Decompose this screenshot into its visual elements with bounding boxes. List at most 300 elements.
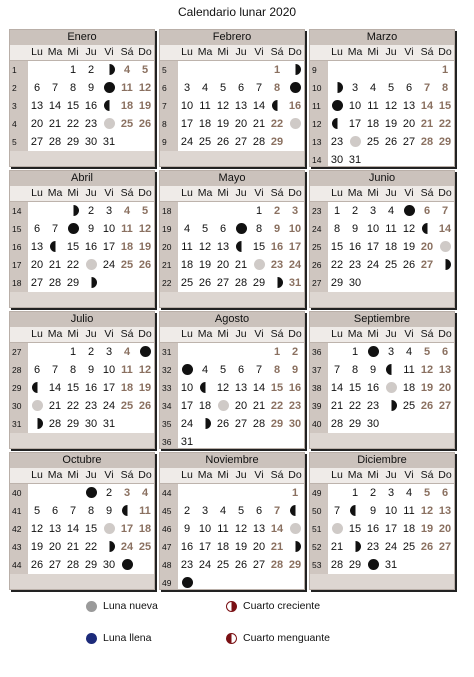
day-cell: 26	[214, 133, 232, 151]
day-cell: 7	[46, 361, 64, 379]
day-cell: 11	[382, 220, 400, 238]
weekday-label: Sá	[420, 46, 434, 58]
month-name: Abril	[10, 171, 154, 186]
week-row	[160, 556, 304, 574]
day-cell: 29	[268, 415, 286, 433]
day-cell: 27	[400, 133, 418, 151]
empty-day	[46, 61, 64, 79]
day-cell: 9	[268, 220, 286, 238]
moon-new-icon	[386, 382, 397, 393]
week-number: 19	[160, 220, 178, 238]
week-number: 36	[160, 433, 178, 449]
day-cell: 4	[382, 202, 400, 220]
empty-day	[268, 574, 286, 590]
weekday-label: Mi	[217, 469, 229, 481]
day-cell: 29	[346, 415, 364, 433]
week-number: 34	[160, 397, 178, 415]
day-cell: 2	[82, 61, 100, 79]
moon-first-icon	[268, 274, 286, 292]
moon-new-icon	[86, 601, 97, 612]
week-number: 4	[10, 115, 28, 133]
day-cell: 28	[64, 556, 82, 574]
day-cell: 31	[286, 274, 304, 292]
moon-new-icon	[86, 259, 97, 270]
weekday-label: Do	[138, 469, 152, 481]
moon-last-icon	[346, 502, 364, 520]
weekday-label: Lu	[331, 328, 343, 340]
week-number: 14	[10, 202, 28, 220]
weekday-label: Sá	[120, 328, 134, 340]
day-cell: 21	[232, 256, 250, 274]
day-cell: 18	[196, 115, 214, 133]
day-cell: 3	[196, 502, 214, 520]
day-cell: 6	[436, 484, 454, 502]
moon-last-icon	[236, 241, 247, 252]
day-cell: 5	[214, 79, 232, 97]
day-cell: 22	[64, 397, 82, 415]
day-cell: 18	[196, 397, 214, 415]
weekday-label: Ma	[347, 46, 363, 58]
weekday-label: Sá	[120, 46, 134, 58]
moon-new-icon	[290, 118, 301, 129]
empty-day	[382, 151, 400, 167]
weekday-label: Mi	[67, 328, 79, 340]
weekday-label: Vi	[104, 328, 114, 340]
day-cell: 25	[382, 256, 400, 274]
week-row	[10, 79, 154, 97]
day-cell: 14	[268, 520, 286, 538]
day-cell: 10	[346, 97, 364, 115]
day-cell: 16	[346, 238, 364, 256]
moon-new-icon	[104, 118, 115, 129]
week-row	[160, 97, 304, 115]
day-cell: 11	[400, 361, 418, 379]
week-number: 30	[10, 397, 28, 415]
day-cell: 9	[100, 502, 118, 520]
moon-full-icon	[82, 484, 100, 502]
weekday-label: Ma	[347, 328, 363, 340]
moon-full-icon	[68, 223, 79, 234]
moon-new-icon	[328, 520, 346, 538]
day-cell: 26	[418, 397, 436, 415]
moon-full-icon	[368, 346, 379, 357]
day-cell: 29	[346, 556, 364, 574]
month-name: Octubre	[10, 453, 154, 468]
weekday-label: Ju	[235, 187, 247, 199]
week-row	[10, 220, 154, 238]
week-row	[10, 202, 154, 220]
moon-first-icon	[28, 415, 46, 433]
moon-new-icon	[286, 115, 304, 133]
month-febrero	[159, 29, 305, 167]
empty-day	[400, 274, 418, 292]
day-cell: 23	[82, 397, 100, 415]
day-cell: 12	[214, 379, 232, 397]
week-row	[310, 61, 454, 79]
week-row	[10, 397, 154, 415]
empty-day	[232, 484, 250, 502]
moon-last-icon	[200, 382, 211, 393]
empty-day	[196, 574, 214, 590]
day-cell: 22	[268, 115, 286, 133]
day-cell: 4	[178, 220, 196, 238]
week-row	[310, 79, 454, 97]
day-cell: 19	[418, 379, 436, 397]
week-row	[10, 484, 154, 502]
moon-full-icon	[136, 343, 154, 361]
empty-day	[136, 133, 154, 151]
weekday-label: Lu	[31, 469, 43, 481]
empty-day	[232, 202, 250, 220]
day-cell: 29	[286, 556, 304, 574]
empty-day	[214, 574, 232, 590]
weekday-header	[310, 327, 454, 343]
week-number: 32	[160, 361, 178, 379]
day-cell: 13	[232, 97, 250, 115]
week-number: 18	[160, 202, 178, 220]
day-cell: 21	[328, 397, 346, 415]
day-cell: 12	[136, 220, 154, 238]
day-cell: 28	[268, 556, 286, 574]
day-cell: 20	[418, 238, 436, 256]
weekday-label: Mi	[217, 187, 229, 199]
empty-day	[232, 574, 250, 590]
week-row	[310, 133, 454, 151]
day-cell: 15	[250, 238, 268, 256]
day-cell: 12	[28, 520, 46, 538]
weekday-spacer	[310, 327, 328, 342]
weekday-label: Do	[438, 46, 452, 58]
day-cell: 17	[100, 238, 118, 256]
month-name: Agosto	[160, 312, 304, 327]
moon-last-icon	[118, 502, 136, 520]
day-cell: 9	[82, 361, 100, 379]
day-cell: 4	[214, 502, 232, 520]
day-cell: 28	[418, 133, 436, 151]
day-cell: 12	[382, 97, 400, 115]
empty-day	[118, 133, 136, 151]
day-cell: 21	[328, 538, 346, 556]
day-cell: 12	[232, 520, 250, 538]
day-cell: 25	[178, 274, 196, 292]
day-cell: 7	[418, 79, 436, 97]
moon-full-icon	[178, 574, 196, 590]
day-cell: 20	[214, 256, 232, 274]
month-julio	[9, 311, 155, 449]
day-cell: 27	[28, 274, 46, 292]
moon-full-icon	[364, 556, 382, 574]
day-cell: 1	[268, 61, 286, 79]
day-cell: 7	[328, 502, 346, 520]
empty-day	[136, 556, 154, 574]
weekday-label: Sá	[270, 187, 284, 199]
moon-full-icon	[86, 633, 97, 644]
day-cell: 11	[118, 79, 136, 97]
empty-day	[436, 415, 454, 433]
empty-day	[118, 274, 136, 292]
empty-day	[178, 484, 196, 502]
week-number: 35	[160, 415, 178, 433]
day-cell: 10	[178, 379, 196, 397]
day-cell: 1	[346, 343, 364, 361]
moon-first-icon	[272, 277, 283, 288]
week-row	[10, 343, 154, 361]
day-cell: 21	[46, 115, 64, 133]
week-number: 11	[310, 97, 328, 115]
day-cell: 6	[28, 220, 46, 238]
month-name: Julio	[10, 312, 154, 327]
month-name: Diciembre	[310, 453, 454, 468]
day-cell: 17	[286, 238, 304, 256]
weekday-header	[10, 327, 154, 343]
day-cell: 10	[196, 520, 214, 538]
day-cell: 19	[418, 520, 436, 538]
week-number: 9	[160, 133, 178, 151]
week-row	[310, 97, 454, 115]
day-cell: 26	[136, 397, 154, 415]
day-cell: 29	[268, 133, 286, 151]
day-cell: 10	[178, 97, 196, 115]
day-cell: 26	[196, 274, 214, 292]
week-row	[160, 415, 304, 433]
week-number: 25	[310, 238, 328, 256]
day-cell: 3	[118, 484, 136, 502]
day-cell: 8	[250, 220, 268, 238]
empty-day	[436, 556, 454, 574]
day-cell: 13	[400, 97, 418, 115]
week-row	[10, 61, 154, 79]
day-cell: 8	[436, 79, 454, 97]
day-cell: 22	[346, 397, 364, 415]
weekday-header	[160, 327, 304, 343]
empty-day	[328, 61, 346, 79]
week-number: 31	[10, 415, 28, 433]
week-number: 52	[310, 538, 328, 556]
day-cell: 24	[178, 415, 196, 433]
day-cell: 17	[346, 115, 364, 133]
week-row	[10, 238, 154, 256]
day-cell: 15	[346, 379, 364, 397]
weekday-label: Sá	[270, 328, 284, 340]
week-number: 49	[160, 574, 178, 590]
weekday-label: Ma	[347, 469, 363, 481]
weekday-label: Vi	[104, 469, 114, 481]
moon-last-icon	[100, 97, 118, 115]
week-number: 17	[10, 256, 28, 274]
day-cell: 5	[382, 79, 400, 97]
day-cell: 11	[118, 220, 136, 238]
day-cell: 9	[178, 520, 196, 538]
day-cell: 30	[82, 133, 100, 151]
week-number: 14	[310, 151, 328, 167]
empty-day	[286, 433, 304, 449]
weekday-label: Ju	[235, 46, 247, 58]
week-row	[310, 343, 454, 361]
week-row	[310, 415, 454, 433]
empty-day	[178, 202, 196, 220]
week-row	[310, 256, 454, 274]
day-cell: 29	[82, 556, 100, 574]
day-cell: 7	[268, 502, 286, 520]
weekday-label: Do	[288, 469, 302, 481]
day-cell: 27	[214, 274, 232, 292]
day-cell: 24	[286, 256, 304, 274]
weekday-label: Ma	[197, 328, 213, 340]
day-cell: 16	[82, 238, 100, 256]
empty-day	[382, 61, 400, 79]
week-row	[160, 274, 304, 292]
empty-day	[136, 415, 154, 433]
day-cell: 13	[28, 238, 46, 256]
empty-day	[214, 61, 232, 79]
moon-first-icon	[68, 205, 79, 216]
week-number: 31	[160, 343, 178, 361]
day-cell: 10	[100, 220, 118, 238]
empty-day	[136, 274, 154, 292]
week-number: 3	[10, 97, 28, 115]
moon-first-icon	[382, 397, 400, 415]
weekday-label: Sá	[270, 469, 284, 481]
weekday-label: Mi	[217, 328, 229, 340]
day-cell: 21	[64, 538, 82, 556]
day-cell: 14	[328, 379, 346, 397]
day-cell: 19	[214, 115, 232, 133]
weekday-label: Do	[288, 46, 302, 58]
weekday-label: Ma	[197, 46, 213, 58]
week-number: 53	[310, 556, 328, 574]
legend	[0, 596, 474, 656]
day-cell: 26	[28, 556, 46, 574]
day-cell: 24	[382, 538, 400, 556]
week-row	[160, 502, 304, 520]
empty-day	[382, 415, 400, 433]
day-cell: 18	[382, 238, 400, 256]
day-cell: 13	[436, 502, 454, 520]
week-number: 15	[10, 220, 28, 238]
moon-last-icon	[386, 364, 397, 375]
month-name: Enero	[10, 30, 154, 45]
weekday-label: Ju	[85, 328, 97, 340]
day-cell: 26	[232, 556, 250, 574]
week-number: 41	[10, 502, 28, 520]
moon-new-icon	[254, 259, 265, 270]
month-name: Febrero	[160, 30, 304, 45]
day-cell: 22	[436, 115, 454, 133]
day-cell: 30	[346, 274, 364, 292]
day-cell: 8	[346, 361, 364, 379]
empty-day	[328, 484, 346, 502]
day-cell: 12	[196, 238, 214, 256]
moon-last-icon	[122, 505, 133, 516]
day-cell: 19	[382, 115, 400, 133]
weekday-label: Ma	[47, 46, 63, 58]
moon-new-icon	[104, 523, 115, 534]
day-cell: 19	[28, 538, 46, 556]
day-cell: 24	[100, 397, 118, 415]
empty-day	[214, 433, 232, 449]
month-enero	[9, 29, 155, 167]
day-cell: 12	[136, 79, 154, 97]
moon-first-icon	[440, 259, 451, 270]
day-cell: 28	[328, 415, 346, 433]
day-cell: 6	[232, 361, 250, 379]
day-cell: 24	[178, 133, 196, 151]
day-cell: 27	[436, 538, 454, 556]
weekday-label: Mi	[217, 46, 229, 58]
week-number: 44	[10, 556, 28, 574]
day-cell: 25	[118, 115, 136, 133]
empty-day	[328, 343, 346, 361]
day-cell: 28	[46, 133, 64, 151]
week-number: 22	[160, 274, 178, 292]
day-cell: 23	[364, 397, 382, 415]
moon-first-icon	[104, 541, 115, 552]
weekday-spacer	[160, 186, 178, 201]
weekday-label: Lu	[31, 328, 43, 340]
day-cell: 25	[118, 397, 136, 415]
day-cell: 27	[232, 133, 250, 151]
week-number: 47	[160, 538, 178, 556]
moon-first-icon	[350, 541, 361, 552]
moon-new-icon	[346, 133, 364, 151]
moon-full-icon	[100, 79, 118, 97]
moon-full-icon	[118, 556, 136, 574]
day-cell: 17	[118, 520, 136, 538]
day-cell: 21	[46, 256, 64, 274]
moon-full-icon	[236, 223, 247, 234]
day-cell: 3	[178, 79, 196, 97]
weekday-label: Do	[288, 187, 302, 199]
empty-day	[214, 202, 232, 220]
day-cell: 18	[214, 538, 232, 556]
week-number: 29	[10, 379, 28, 397]
weekday-header	[310, 45, 454, 61]
weekday-label: Ju	[385, 469, 397, 481]
moon-full-icon	[364, 343, 382, 361]
day-cell: 14	[250, 379, 268, 397]
day-cell: 25	[214, 556, 232, 574]
weekday-label: Ju	[85, 469, 97, 481]
day-cell: 3	[382, 484, 400, 502]
moon-new-icon	[332, 523, 343, 534]
week-number: 44	[160, 484, 178, 502]
legend-item-full	[86, 632, 151, 644]
month-mayo	[159, 170, 305, 308]
moon-full-icon	[400, 202, 418, 220]
moon-last-icon	[418, 220, 436, 238]
day-cell: 30	[286, 415, 304, 433]
week-row	[10, 274, 154, 292]
day-cell: 20	[28, 256, 46, 274]
day-cell: 8	[268, 79, 286, 97]
weekday-label: Ju	[385, 46, 397, 58]
weekday-label: Vi	[254, 328, 264, 340]
empty-day	[250, 433, 268, 449]
day-cell: 17	[364, 238, 382, 256]
week-number: 27	[10, 343, 28, 361]
day-cell: 28	[232, 274, 250, 292]
empty-day	[232, 61, 250, 79]
moon-first-icon	[286, 538, 304, 556]
day-cell: 4	[118, 343, 136, 361]
day-cell: 4	[196, 79, 214, 97]
moon-full-icon	[178, 361, 196, 379]
day-cell: 30	[82, 415, 100, 433]
empty-day	[400, 61, 418, 79]
week-number: 42	[10, 520, 28, 538]
week-row	[160, 256, 304, 274]
day-cell: 5	[136, 61, 154, 79]
